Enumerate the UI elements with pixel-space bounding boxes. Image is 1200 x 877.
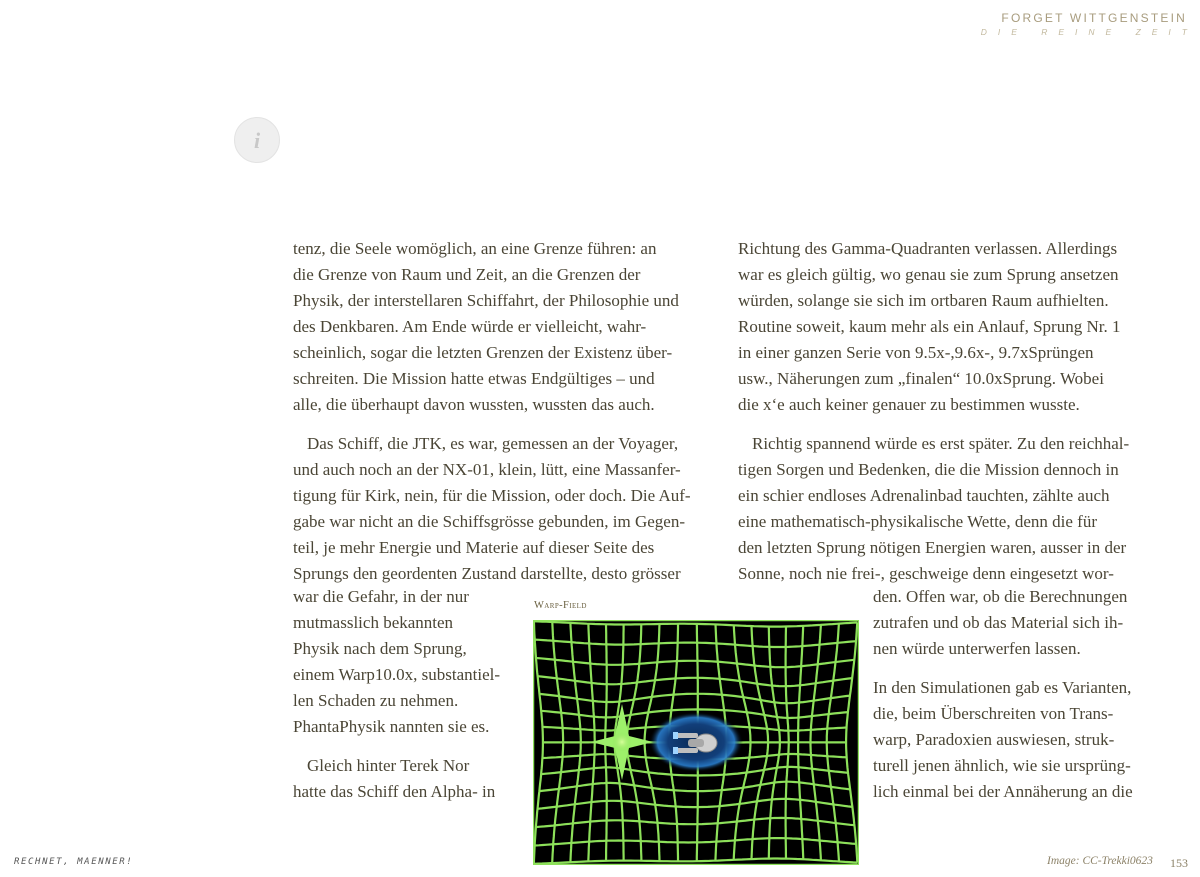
figure-caption: Warp-Field — [534, 600, 587, 611]
footer-label: RECHNET, MAENNER! — [14, 857, 134, 867]
info-button[interactable] — [234, 117, 280, 163]
text-line: war die Gefahr, in der nur — [293, 587, 469, 606]
image-credit: Image: CC-Trekki0623 — [1047, 855, 1153, 867]
text-line: PhantaPhysik nannten sie es. — [293, 717, 490, 736]
text-line: len Schaden zu nehmen. — [293, 691, 459, 710]
text-line: und auch noch an der NX-01, klein, lütt, eine Massanfer- — [293, 460, 681, 479]
text-line: In den Simulationen gab es Varianten, — [873, 678, 1132, 697]
text-line: Richtig spannend würde es erst später. Zu den reichhal- — [752, 434, 1130, 453]
text-line: scheinlich, sogar die letzten Grenzen der Existenz über- — [293, 343, 673, 362]
info-icon: i — [253, 128, 261, 153]
warp-field-image[interactable] — [533, 620, 859, 865]
text-line: hatte das Schiff den Alpha- in — [293, 782, 496, 801]
text-line: die, beim Überschreiten von Trans- — [873, 704, 1114, 723]
text-column-right — [738, 236, 1178, 587]
text-line: in einer ganzen Serie von 9.5x-,9.6x-, 9.7xSprüngen — [738, 343, 1094, 362]
text-line: tigen Sorgen und Bedenken, die die Mission dennoch in — [738, 460, 1119, 479]
paragraph-continuation — [293, 584, 528, 740]
text-line: Das Schiff, die JTK, es war, gemessen an der Voyager, — [307, 434, 679, 453]
paragraph-continuation — [873, 584, 1173, 662]
text-line: zutrafen und ob das Material sich ih- — [873, 613, 1124, 632]
text-line: war es gleich gültig, wo genau sie zum Sprung ansetzen — [738, 265, 1119, 284]
text-line: alle, die überhaupt davon wussten, wussten das auch. — [293, 395, 655, 414]
text-line: würden, solange sie sich im ortbaren Raum aufhielten. — [738, 291, 1109, 310]
text-column-left-wrap — [293, 584, 528, 805]
paragraph — [738, 431, 1178, 587]
text-line: nen würde unterwerfen lassen. — [873, 639, 1081, 658]
book-title: FORGET WITTGENSTEIN — [1001, 11, 1187, 25]
text-line: gabe war nicht an die Schiffsgrösse gebunden, im Gegen- — [293, 512, 685, 531]
text-line: tenz, die Seele womöglich, an eine Grenze führen: an — [293, 239, 657, 258]
text-line: Richtung des Gamma-Quadranten verlassen. Allerdings — [738, 239, 1118, 258]
text-line: eine mathematisch-physikalische Wette, denn die für — [738, 512, 1097, 531]
text-line: Physik, der interstellaren Schiffahrt, der Philosophie und — [293, 291, 679, 310]
chapter-subtitle: DIE REINE ZEIT — [980, 27, 1198, 37]
paragraph — [293, 753, 528, 805]
text-line: schreiten. Die Mission hatte etwas Endgültiges – und — [293, 369, 655, 388]
text-line: ein schier endloses Adrenalinbad tauchten, zählte auch — [738, 486, 1110, 505]
text-column-left — [293, 236, 723, 587]
text-line: Gleich hinter Terek Nor — [307, 756, 470, 775]
text-line: einem Warp10.0x, substantiel- — [293, 665, 500, 684]
text-line: die x‘e auch keiner genauer zu bestimmen wusste. — [738, 395, 1080, 414]
text-line: turell jenen ähnlich, wie sie ursprüng- — [873, 756, 1131, 775]
paragraph — [873, 675, 1173, 805]
text-line: die Grenze von Raum und Zeit, an die Grenzen der — [293, 265, 641, 284]
text-line: lich einmal bei der Annäherung an die — [873, 782, 1133, 801]
paragraph — [293, 236, 723, 418]
text-line: teil, je mehr Energie und Materie auf dieser Seite des — [293, 538, 655, 557]
text-line: den letzten Sprung nötigen Energien waren, ausser in der — [738, 538, 1127, 557]
text-line: mutmasslich bekannten — [293, 613, 454, 632]
text-line: Physik nach dem Sprung, — [293, 639, 467, 658]
text-line: Sprungs den geordenten Zustand darstellte, desto grösser — [293, 564, 681, 583]
text-line: des Denkbaren. Am Ende würde er vielleicht, wahr- — [293, 317, 647, 336]
paragraph — [738, 236, 1178, 418]
text-line: den. Offen war, ob die Berechnungen — [873, 587, 1128, 606]
text-line: usw., Näherungen zum „finalen“ 10.0xSprung. Wobei — [738, 369, 1104, 388]
text-column-right-wrap — [873, 584, 1173, 805]
text-line: tigung für Kirk, nein, für die Mission, oder doch. Die Auf- — [293, 486, 691, 505]
text-line: Routine soweit, kaum mehr als ein Anlauf, Sprung Nr. 1 — [738, 317, 1121, 336]
text-line: Sonne, noch nie frei-, geschweige denn eingesetzt wor- — [738, 564, 1114, 583]
text-line: warp, Paradoxien auswiesen, struk- — [873, 730, 1115, 749]
running-head — [980, 10, 1198, 38]
paragraph — [293, 431, 723, 587]
page-number: 153 — [1170, 856, 1188, 870]
